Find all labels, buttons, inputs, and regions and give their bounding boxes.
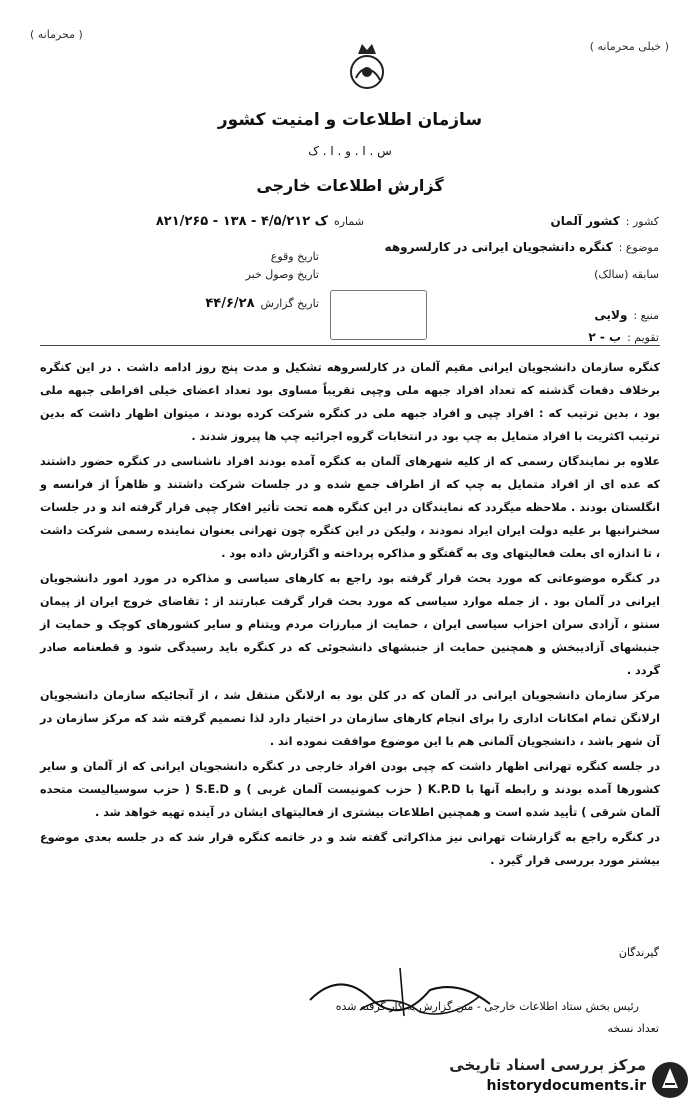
body-paragraph: در کنگره راجع به گزارشات تهرانی نیز مذاکراتی گفته شد و در خاتمه کنگره قرار شد که در جلسه بعدی موضوع بیشتر مورد بررسی قرار گیرد .: [40, 831, 660, 867]
body-paragraph: در کنگره موضوعاتی که مورد بحث قرار گرفته بود راجع به کارهای سیاسی و مذاکره در مورد امور دانشجویان ایرانی در آلمان بود . از جمله موارد سیاسی که مورد بحث قرار گرفت عبارتند از : تقاضای خروج ایران از پیمان سنتو ، آزادی سران احزاب سیاسی ایران ، حمایت از مبارزات مردم ویتنام و سایر کشورهای کوچک و حمایت از جنبشهای آزادیبخش و همچنین حمایت از جنبشهای دانشجوئی که در کنگره باید رسیدگی شود و قطعنامه صادر گردد .: [40, 572, 660, 677]
header-divider: [40, 345, 660, 346]
evaluation-value: ب - ۲: [588, 330, 622, 344]
source-value: ولایی: [594, 308, 628, 322]
event-date-label: تاریخ وقوع: [270, 250, 319, 263]
number-label: شماره: [333, 215, 364, 228]
organization-title: سازمان اطلاعات و امنیت کشور: [217, 110, 483, 130]
receipt-date-label: تاریخ وصول خبر: [245, 268, 319, 281]
lion-and-sun-emblem-icon: [336, 36, 398, 98]
body-paragraph: مرکز سازمان دانشجویان ایرانی در آلمان که در کلن بود به ارلانگن منتقل شد ، از آنجائیکه سازمان دانشجویان ارلانگن تمام امکانات اداری را برای انجام کارهای سازمان در اختیار دارد لذا تصمیم گرفته شد که مرکز سازمان در آن شهر باشد ، دانشجویان آلمانی هم با این موضوع موافقت نموده اند .: [40, 689, 660, 748]
evaluation-label: تقویم :: [627, 331, 659, 344]
subject-value: کنگره دانشجویان ایرانی در کارلسروهه: [384, 240, 613, 254]
file-label: سابقه (سالک): [594, 268, 659, 281]
number-field: [156, 214, 364, 229]
organization-abbreviation: س . ا . و . ا . ک: [308, 144, 392, 158]
watermark-url: historydocuments.ir: [486, 1078, 646, 1094]
subject-label: موضوع :: [618, 241, 659, 254]
stamp-box: [330, 290, 427, 340]
watermark: [424, 1054, 694, 1104]
file-field: [594, 268, 659, 281]
source-field: [594, 308, 659, 322]
subject-field: [385, 240, 659, 254]
country-label: کشور :: [625, 215, 659, 228]
report-date-value: ۴۴/۶/۲۸: [205, 296, 255, 311]
watermark-persian: مرکز بررسی اسناد تاریخی: [449, 1056, 646, 1074]
body-paragraph: در جلسه کنگره تهرانی اظهار داشت که چپی بودن افراد خارجی در کنگره دانشجویان ایرانی که از آلمان و سایر کشورها آمده بودند و رابطه آنها با K.P.D ( حزب کمونیست آلمان غربی ) و S.E.D ( حزب سوسیالیست متحده آلمان شرقی ) تأیید شده است و همچنین اطلاعات بیشتری از فعالیتهای ایشان در آینده تهیه خواهد شد .: [40, 760, 660, 819]
copies-label: تعداد نسخه: [607, 1022, 659, 1035]
report-date-field: [205, 296, 319, 311]
classification-left: ( محرمانه ): [30, 28, 83, 41]
event-date-field: [271, 250, 319, 263]
country-field: [551, 214, 659, 228]
report-title: گزارش اطلاعات خارجی: [256, 176, 444, 195]
body-paragraph: علاوه بر نمایندگان رسمی که از کلیه شهرهای آلمان به کنگره آمده بودند افراد ناشناسی در کنگره حضور داشتند که عده ای از افراد متمایل به چپ که از اطراف جمع شده و در جلسات شرکت داشتند و ظاهراً از فرانسه و انگلستان بودند . ملاحظه میگردد که نمایندگان در این کنگره همه تحت تأثیر افکار چپی قرار گرفته اند و در جلسات سخنرانیها بر علیه دولت ایران ایراد نمودند ، ولیکن در این کنگره چون تهرانی بعنوان نماینده رسمی شرکت داشت ، تا اندازه ای بعلت فعالیتهای وی به گفتگو و مذاکره پرداخته و اگزارش داده بود .: [40, 455, 660, 560]
classification-right: ( خیلی محرمانه ): [589, 40, 669, 53]
source-label: منبع :: [633, 309, 659, 322]
archive-logo-icon: [650, 1060, 690, 1100]
signatory-note: رئیس بخش ستاد اطلاعات خارجی - متن گزارش به کار گرفته شده: [335, 1000, 639, 1013]
report-body: [40, 356, 660, 874]
number-value: ۸۲۱/ک ۴/۵/۲۱۲ - ۱۳۸ - ۲۶۵: [155, 214, 328, 229]
receipt-date-field: [246, 268, 319, 281]
body-paragraph: کنگره سازمان دانشجویان ایرانی مقیم آلمان در کارلسروهه تشکیل و مدت پنج روز ادامه داشت . در این کنگره برخلاف دفعات گذشته که تعداد افراد جبهه ملی وچپی تقریباً مساوی بود تعداد اعضای خیلی افراطی جبهه ملی بود ، بدین ترتیب که : افراد چپی و افراد جبهه ملی در کنگره شرکت کرده بودند ، میتوان اظهار داشت که بدین ترتیب اکثریت با افراد متمایل به چپ بود در انتخابات گروه اجرائیه چپ ها پیروز شدند .: [40, 361, 660, 443]
country-value: کشور آلمان: [550, 214, 620, 228]
report-date-label: تاریخ گزارش: [260, 297, 319, 310]
distribution-label: گیرندگان: [618, 946, 659, 959]
evaluation-field: [588, 330, 659, 344]
